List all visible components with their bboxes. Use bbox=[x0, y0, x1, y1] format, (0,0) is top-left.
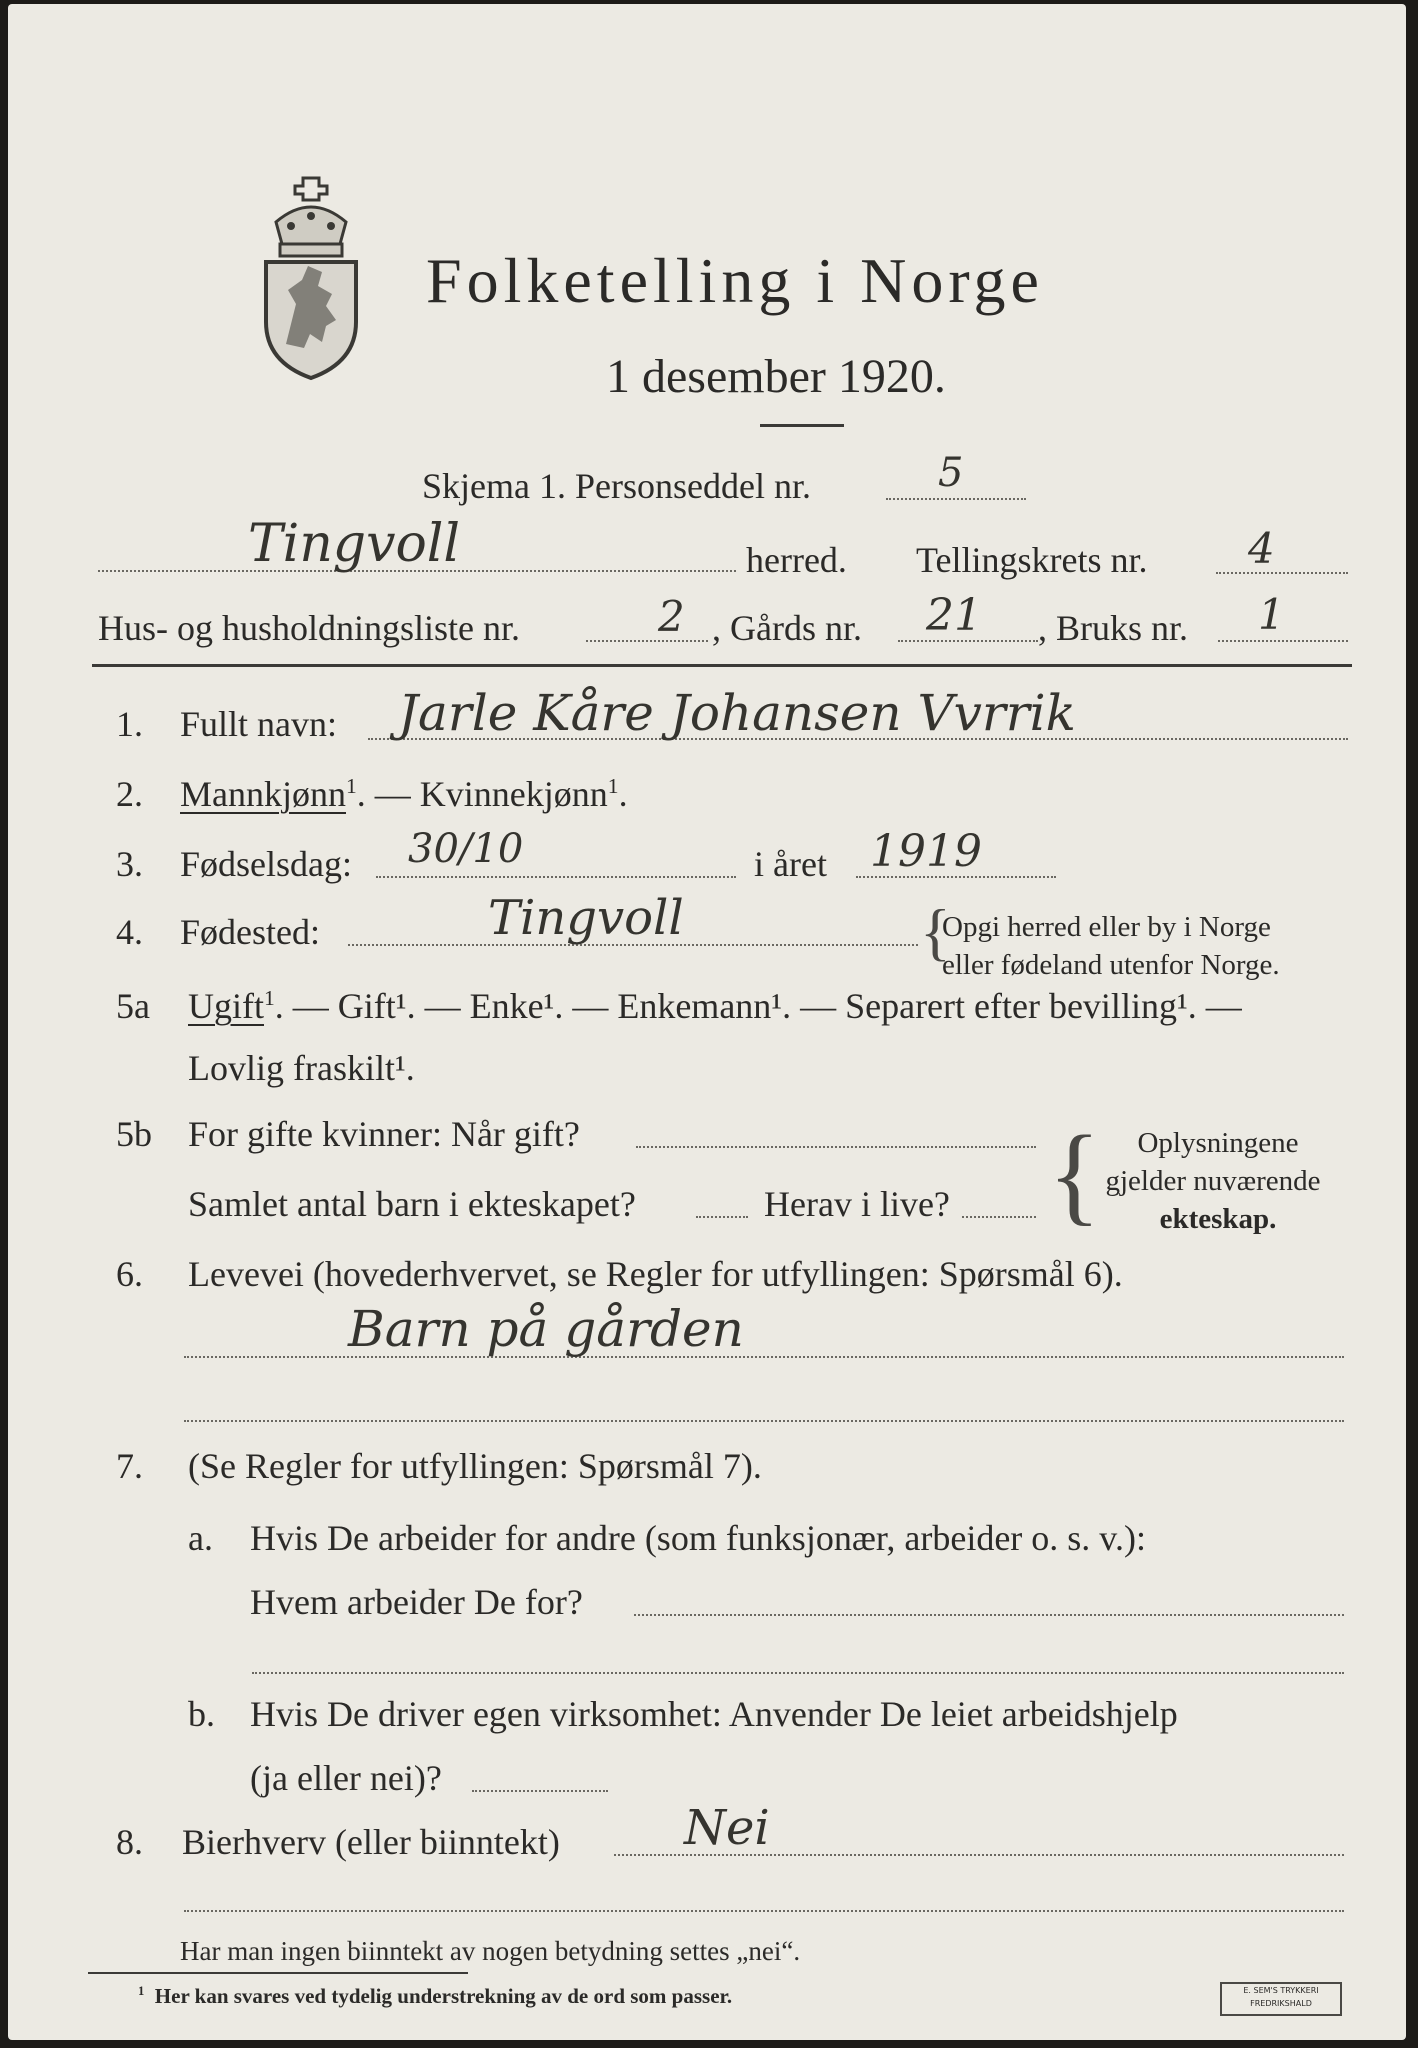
q5b-line1: For gifte kvinner: Når gift? bbox=[188, 1114, 580, 1154]
q1-label: Fullt navn: bbox=[180, 704, 338, 744]
q5b-note-3: ekteskap. bbox=[1159, 1203, 1277, 1235]
occupation-value[interactable]: Barn på gården bbox=[348, 1300, 744, 1358]
q4-brace: { bbox=[920, 896, 951, 967]
q5b-line2b: Herav i live? bbox=[764, 1184, 950, 1224]
herred-value[interactable]: Tingvoll bbox=[248, 514, 461, 574]
tellingskrets-line bbox=[1216, 572, 1348, 574]
q6-line2 bbox=[184, 1420, 1344, 1422]
q1-number: 1. bbox=[116, 704, 143, 744]
coat-of-arms-icon bbox=[256, 174, 366, 384]
header-rule bbox=[92, 664, 1352, 667]
q7b-line2: (ja eller nei)? bbox=[250, 1758, 442, 1798]
birthplace-value[interactable]: Tingvoll bbox=[488, 890, 684, 946]
q4-number: 4. bbox=[116, 912, 143, 952]
q4-note-2: eller fødeland utenfor Norge. bbox=[942, 949, 1280, 981]
q3-number: 3. bbox=[116, 844, 143, 884]
q7a-line2-dots bbox=[634, 1614, 1344, 1616]
q5b-line2b-dots bbox=[962, 1216, 1036, 1218]
q8-label: Bierhverv (eller biinntekt) bbox=[182, 1822, 560, 1862]
q7b-letter: b. bbox=[188, 1694, 215, 1734]
q6-label: Levevei (hovederhvervet, se Regler for utfyllingen: Spørsmål 6). bbox=[188, 1254, 1123, 1294]
q3-line bbox=[376, 876, 736, 878]
husliste-nr[interactable]: 2 bbox=[658, 592, 685, 641]
census-date: 1 desember 1920. bbox=[606, 350, 946, 403]
q5b-note-1: Oplysningene bbox=[1137, 1127, 1299, 1159]
q7a-line1: Hvis De arbeider for andre (som funksjonær, arbeider o. s. v.): bbox=[250, 1518, 1146, 1558]
census-form-page bbox=[8, 4, 1406, 2040]
q3-label: Fødselsdag: bbox=[180, 844, 353, 884]
q7-label: (Se Regler for utfyllingen: Spørsmål 7). bbox=[188, 1446, 762, 1486]
gards-label: , Gårds nr. bbox=[712, 608, 862, 648]
q5b-note-2: gjelder nuværende bbox=[1105, 1165, 1321, 1197]
q6-number: 6. bbox=[116, 1254, 143, 1294]
q7b-line2-dots bbox=[472, 1790, 608, 1792]
footnote-rule bbox=[88, 1972, 468, 1974]
full-name-value[interactable]: Jarle Kåre Johansen Vvrrik bbox=[398, 684, 1076, 742]
tellingskrets-label: Tellingskrets nr. bbox=[916, 540, 1148, 580]
title-divider bbox=[760, 424, 844, 427]
printer-stamp: E. SEM'S TRYKKERI FREDRIKSHALD bbox=[1220, 1982, 1342, 2016]
q2-number: 2. bbox=[116, 774, 143, 814]
birth-year-value[interactable]: 1919 bbox=[870, 826, 982, 877]
q8-number: 8. bbox=[116, 1822, 143, 1862]
nei-note: Har man ingen biinntekt av nogen betydning settes „nei“. bbox=[180, 1936, 801, 1966]
ugift-option[interactable]: Ugift bbox=[188, 986, 264, 1026]
q5a-number: 5a bbox=[116, 986, 150, 1026]
q5b-line2a: Samlet antal barn i ekteskapet? bbox=[188, 1184, 636, 1224]
husliste-line bbox=[586, 640, 708, 642]
q7a-line2: Hvem arbeider De for? bbox=[250, 1582, 583, 1622]
footnote: $^1$ Her kan svares ved tydelig understrekning av de ord som passer. bbox=[138, 1984, 733, 2008]
q7b-line1: Hvis De driver egen virksomhet: Anvender De leiet arbeidshjelp bbox=[250, 1694, 1178, 1734]
q8-extra-line bbox=[184, 1910, 1344, 1912]
bruks-label: , Bruks nr. bbox=[1038, 608, 1189, 648]
q5b-line1-dots bbox=[636, 1146, 1036, 1148]
side-income-value[interactable]: Nei bbox=[684, 1800, 770, 1856]
husliste-label: Hus- og husholdningsliste nr. bbox=[98, 608, 521, 648]
birthday-value[interactable]: 30/10 bbox=[408, 826, 524, 872]
page-title: Folketelling i Norge bbox=[426, 245, 1044, 316]
male-option[interactable]: Mannkjønn bbox=[180, 774, 346, 814]
q4-note-1: Opgi herred eller by i Norge bbox=[942, 911, 1271, 943]
q5b-brace: { bbox=[1048, 1113, 1101, 1235]
q5a-line2: Lovlig fraskilt¹. bbox=[188, 1048, 415, 1088]
q5a-options: Ugift$^1$. — Gift¹. — Enke¹. — Enkemann¹. — Separert efter bevilling¹. — bbox=[188, 986, 1242, 1026]
q7a-letter: a. bbox=[188, 1518, 213, 1558]
personseddel-nr[interactable]: 5 bbox=[938, 450, 964, 496]
gards-nr[interactable]: 21 bbox=[926, 590, 982, 641]
q2-options: Mannkjønn$^1$. — Kvinnekjønn$^1$. bbox=[180, 774, 628, 814]
bruks-line bbox=[1218, 640, 1348, 642]
personseddel-line bbox=[886, 498, 1026, 500]
q3-year-label: i året bbox=[754, 844, 827, 884]
female-option[interactable]: Kvinnekjønn bbox=[419, 774, 608, 814]
q5b-line2a-dots bbox=[696, 1216, 748, 1218]
q7a-extra-line bbox=[252, 1672, 1344, 1674]
skjema-label: Skjema 1. Personseddel nr. bbox=[422, 466, 811, 506]
q7-number: 7. bbox=[116, 1446, 143, 1486]
q4-label: Fødested: bbox=[180, 912, 320, 952]
q5b-number: 5b bbox=[116, 1114, 152, 1154]
bruks-nr[interactable]: 1 bbox=[1258, 590, 1285, 639]
herred-label: herred. bbox=[746, 540, 847, 580]
tellingskrets-nr[interactable]: 4 bbox=[1248, 524, 1275, 573]
